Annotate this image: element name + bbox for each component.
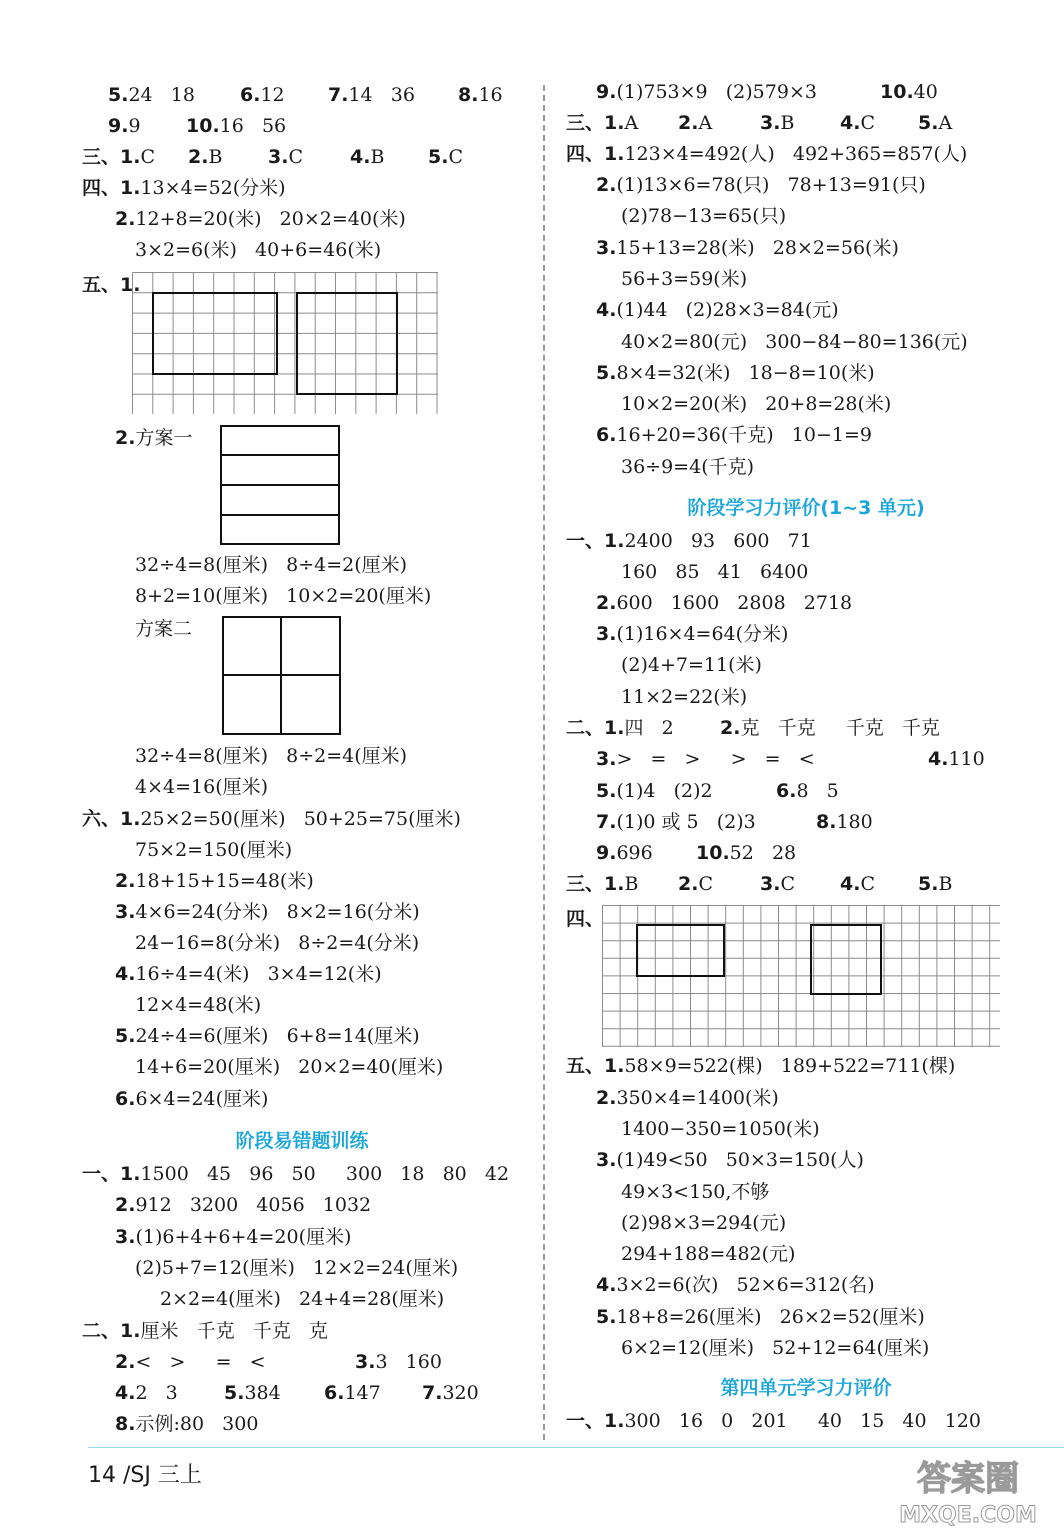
square-shape <box>811 925 881 994</box>
answer-line: 9.9 <box>108 115 141 137</box>
answer-line: 2.912 3200 4056 1032 <box>115 1194 372 1216</box>
answer-line: 6.6×4=24(厘米) <box>115 1088 269 1110</box>
answer-line: 三、1.B <box>566 873 639 895</box>
answer-line: 32÷4=8(厘米) 8÷2=4(厘米) <box>135 745 408 767</box>
section-heading: 阶段易错题训练 <box>235 1130 369 1152</box>
answer-line: 24−16=8(分米) 8÷2=4(分米) <box>135 932 420 954</box>
answer-line: 10.40 <box>880 81 938 103</box>
answer-line: 8+2=10(厘米) 10×2=20(厘米) <box>135 585 432 607</box>
column-divider <box>543 85 545 1440</box>
answer-line: 8.180 <box>816 811 873 833</box>
answer-line: 3.C <box>268 146 303 168</box>
answer-line: 六、1.25×2=50(厘米) 50+25=75(厘米) <box>82 808 461 830</box>
rectangle-shape <box>637 925 724 976</box>
answer-line: 方案二 <box>135 618 193 640</box>
answer-line: 6.16+20=36(千克) 10−1=9 <box>596 424 872 446</box>
answer-line: 2.C <box>678 873 713 895</box>
answer-line: 40×2=80(元) 300−84−80=136(元) <box>621 331 968 353</box>
answer-line: 14+6=20(厘米) 20×2=40(厘米) <box>135 1056 444 1078</box>
answer-line: 9.696 <box>596 842 653 864</box>
answer-line: 6×2=12(厘米) 52+12=64(厘米) <box>621 1337 930 1359</box>
answer-line: 32÷4=8(厘米) 8÷4=2(厘米) <box>135 554 408 576</box>
answer-line: 二、1.四 2 <box>566 717 674 739</box>
answer-line: 10.16 56 <box>186 115 287 137</box>
section-heading: 阶段学习力评价(1~3 单元) <box>687 497 925 519</box>
answer-line: 10×2=20(米) 20+8=28(米) <box>621 393 892 415</box>
answer-line: 5.(1)4 (2)2 <box>596 780 713 802</box>
answer-line: 5.C <box>428 146 463 168</box>
answer-line: 4.C <box>840 112 875 134</box>
answer-line: 6.147 <box>324 1382 381 1404</box>
answer-line: 3.15+13=28(米) 28×2=56(米) <box>596 237 899 259</box>
answer-line: 一、1.300 16 0 201 40 15 40 120 <box>566 1410 981 1432</box>
answer-line: 12×4=48(米) <box>135 994 262 1016</box>
answer-line: 8.16 <box>458 84 503 106</box>
answer-line: 2.B <box>188 146 223 168</box>
answer-line: 4.(1)44 (2)28×3=84(元) <box>596 299 839 321</box>
answer-line: 75×2=150(厘米) <box>135 839 293 861</box>
watermark-logo <box>878 1450 1058 1530</box>
answer-line: 3.(1)6+4+6+4=20(厘米) <box>115 1226 352 1248</box>
answer-line: 5.8×4=32(米) 18−8=10(米) <box>596 362 875 384</box>
answer-line: (2)78−13=65(只) <box>621 205 787 227</box>
square-grid-figure <box>132 272 440 416</box>
answer-line: 四、1.123×4=492(人) 492+365=857(人) <box>566 143 968 165</box>
answer-line: 3.4×6=24(分米) 8×2=16(分米) <box>115 901 420 923</box>
answer-line: 2.350×4=1400(米) <box>596 1087 779 1109</box>
answer-line: 五、1. <box>82 274 141 296</box>
footer-rule <box>88 1447 1064 1448</box>
answer-line: 36÷9=4(千克) <box>621 456 755 478</box>
answer-line: 3×2=6(米) 40+6=46(米) <box>135 239 382 261</box>
answer-line: 5.384 <box>224 1382 281 1404</box>
answer-line: 2.12+8=20(米) 20×2=40(米) <box>115 208 406 230</box>
answer-line: 5.24 18 <box>108 84 244 106</box>
answer-line: 五、1.58×9=522(棵) 189+522=711(棵) <box>566 1055 956 1077</box>
square-grid-figure <box>602 905 1002 1049</box>
answer-line: 6.12 <box>240 84 285 106</box>
answer-line: 160 85 41 6400 <box>621 561 809 583</box>
answer-line: 四、 <box>566 908 605 930</box>
answer-line: 294+188=482(元) <box>621 1243 796 1265</box>
answer-line: 4.C <box>840 873 875 895</box>
page-footer: 14 /SJ 三上 <box>88 1463 202 1488</box>
answer-line: 5.24÷4=6(厘米) 6+8=14(厘米) <box>115 1025 420 1047</box>
answer-line: 11×2=22(米) <box>621 686 748 708</box>
answer-line: 5.18+8=26(厘米) 26×2=52(厘米) <box>596 1306 925 1328</box>
answer-line: 9.(1)753×9 (2)579×3 <box>596 81 817 103</box>
answer-line: 7.14 36 <box>328 84 415 106</box>
answer-line: 5.B <box>918 873 953 895</box>
answer-line: 2×2=4(厘米) 24+4=28(厘米) <box>160 1288 445 1310</box>
answer-line: 3.(1)49<50 50×3=150(人) <box>596 1149 864 1171</box>
answer-line: 四、1.13×4=52(分米) <box>82 177 286 199</box>
answer-line: 6.8 5 <box>776 780 839 802</box>
section-heading: 第四单元学习力评价 <box>720 1377 892 1399</box>
answer-line: 三、1.C <box>82 146 156 168</box>
answer-line: 2.600 1600 2808 2718 <box>596 592 853 614</box>
answer-line: 2.克 千克 千克 千克 <box>720 717 940 739</box>
answer-line: 4.110 <box>928 748 985 770</box>
watermark-url: MXQE.COM <box>899 1503 1037 1528</box>
answer-line: 49×3<150,不够 <box>621 1181 770 1203</box>
answer-line: 3.C <box>760 873 795 895</box>
answer-line: 5.A <box>918 112 953 134</box>
answer-line: 4.16÷4=4(米) 3×4=12(米) <box>115 963 382 985</box>
answer-line: (2)5+7=12(厘米) 12×2=24(厘米) <box>135 1257 459 1279</box>
answer-line: 2.< > = < <box>115 1351 266 1373</box>
square-shape <box>297 293 397 394</box>
answer-line: 8.示例:80 300 <box>115 1413 259 1435</box>
answer-line: 2.A <box>678 112 713 134</box>
answer-line: 三、1.A <box>566 112 639 134</box>
answer-line: 4.2 3 <box>115 1382 178 1404</box>
answer-line: 2.18+15+15=48(米) <box>115 870 314 892</box>
answer-line: 3.> = > > = < <box>596 748 815 770</box>
answer-line: (2)4+7=11(米) <box>621 654 762 676</box>
answer-line: 二、1.厘米 千克 千克 克 <box>82 1320 328 1342</box>
answer-line: 1400−350=1050(米) <box>621 1118 820 1140</box>
answer-line: 4×4=16(厘米) <box>135 776 269 798</box>
answer-line: 3.(1)16×4=64(分米) <box>596 623 789 645</box>
answer-line: 7.(1)0 或 5 (2)3 <box>596 811 756 833</box>
answer-line: 7.320 <box>422 1382 479 1404</box>
answer-line: 3.3 160 <box>355 1351 442 1373</box>
watermark-title: 答案圈 <box>917 1459 1019 1499</box>
answer-line: 2.(1)13×6=78(只) 78+13=91(只) <box>596 174 926 196</box>
answer-line: 一、1.2400 93 600 71 <box>566 530 812 552</box>
answer-line: 10.52 28 <box>696 842 797 864</box>
answer-line: 4.3×2=6(次) 52×6=312(名) <box>596 1274 875 1296</box>
plan-two-figure <box>222 616 342 736</box>
answer-line: 3.B <box>760 112 795 134</box>
answer-line: 4.B <box>350 146 385 168</box>
answer-line: 2.方案一 <box>115 427 193 449</box>
plan-one-figure <box>220 425 342 547</box>
answer-line: 56+3=59(米) <box>621 268 748 290</box>
answer-line: (2)98×3=294(元) <box>621 1212 787 1234</box>
answer-line: 一、1.1500 45 96 50 300 18 80 42 <box>82 1163 510 1185</box>
